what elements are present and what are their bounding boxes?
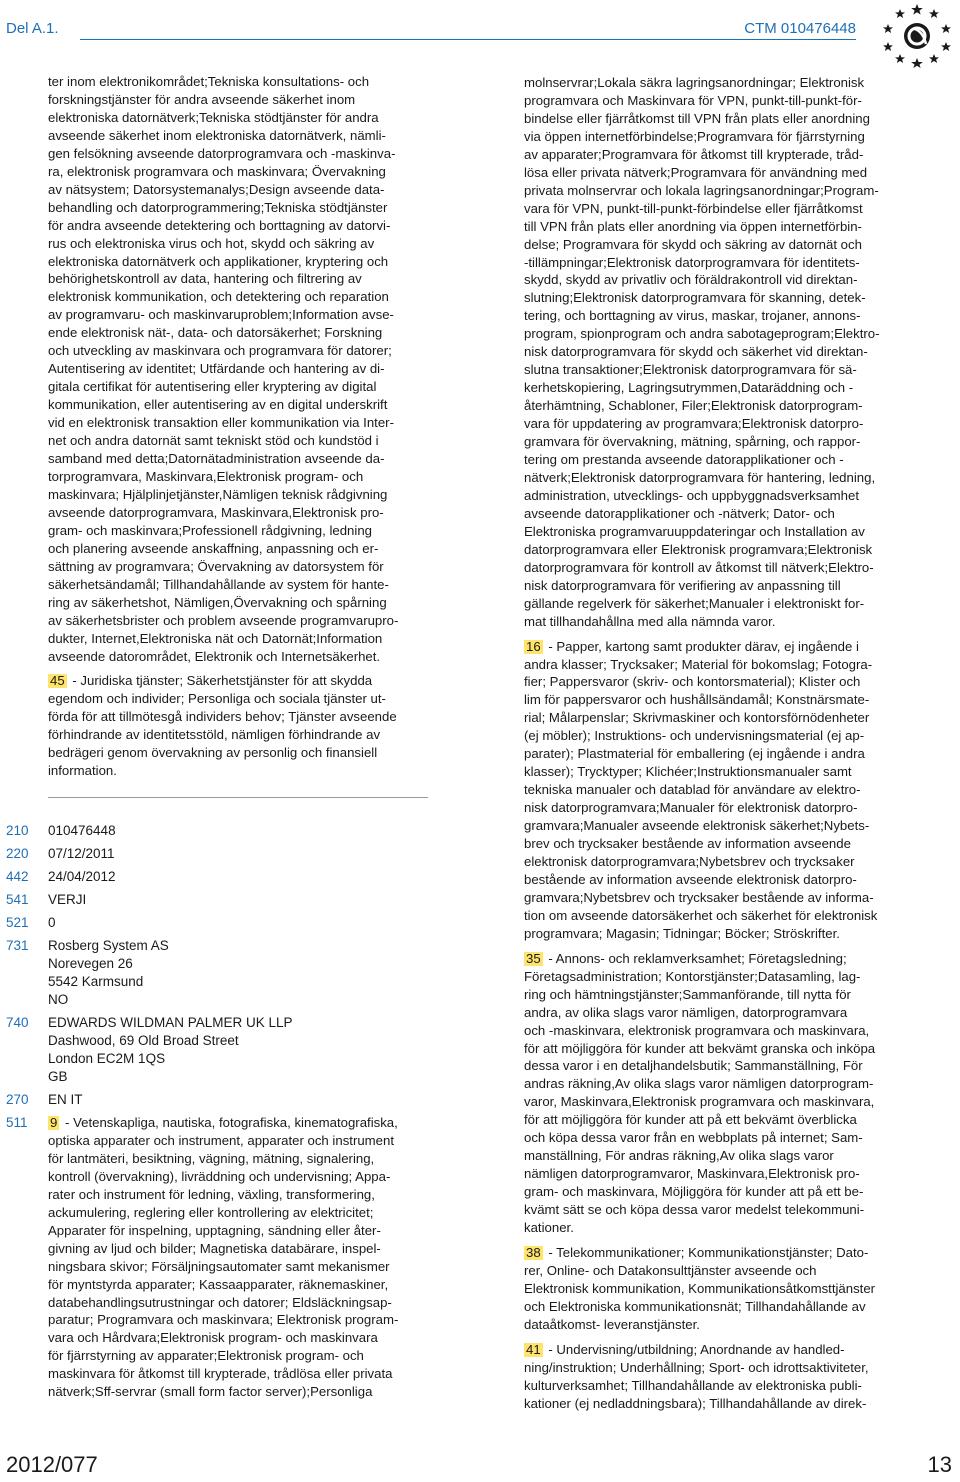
field-code: 541 <box>6 892 29 907</box>
class-9-text: - Vetenskapliga, nautiska, fotografiska, kinematografiska, optiska apparater och instrument, apparater och instrument för lantmäteri, besiktning, vägning, mätning, signalering, kontroll (övervakning), livräddning och undervisning; Appa- rater och instrument för ledning, växling, transformering, ackumulering, reglering eller kontrollering av elektricitet; Apparater för inspelning, upptagning, sändning eller åter- givning av ljud och bilder; Magnetiska databärare, inspel- ningsbara skivor; Försäljningsautomater samt mekanismer för myntstyrda apparater; Kassaapparater, räknemaskiner, databehandlingsutrustningar och datorer; Eldsläckningsap- paratur; Programvara och maskinvara; Elektronisk program- vara och Hårdvara;Elektronisk program- och maskinvara för fjärrstyrning av apparater;Elektronisk program- och maskinvara för åtkomst till krypterade, trådlösa eller privata nätverk;Sff-servrar (small form factor server);Personliga <box>48 1115 399 1400</box>
class-number-badge: 45 <box>50 673 65 689</box>
field-code: 511 <box>6 1115 28 1130</box>
page-number: 13 <box>927 1452 952 1477</box>
field-code: 220 <box>6 846 29 861</box>
class-number-badge: 38 <box>526 1245 541 1260</box>
field-code: 521 <box>6 915 29 930</box>
class-41-text: - Undervisning/utbildning; Anordnande av handled- ning/instruktion; Underhållning; Sport- och idrottsaktiviteter, kulturverksamhet; Tillhandahållande av elektroniska publi- kationer (ej nedladdningsbara); Tillhandahållande av direk- <box>524 1341 869 1411</box>
field-value: 0 <box>48 915 56 930</box>
ctm-number: CTM 010476448 <box>744 20 856 37</box>
field-code: 270 <box>6 1092 29 1107</box>
field-code: 442 <box>6 869 29 884</box>
class-35-entry <box>524 950 908 1237</box>
field-value: EN IT <box>48 1092 83 1107</box>
field-code: 740 <box>6 1015 29 1030</box>
field-220 <box>0 845 440 863</box>
field-511 <box>0 1114 440 1401</box>
class-45-entry <box>48 672 430 780</box>
class-38-text: - Telekommunikationer; Kommunikationstjänster; Dato- rer, Online- och Datakonsulttjänster avseende och Elektronisk kommunikation, Kommunikationsåtkomsttjänster och Elektroniska kommunikationsnät; Tillhandahållande av dataåtkomst- leveranstjänster. <box>524 1245 876 1332</box>
section-divider <box>48 797 428 798</box>
class-16-text: - Papper, kartong samt produkter därav, ej ingående i andra klasser; Trycksaker; Material för bokomslag; Fotogra- fier; Pappersvaror (skriv- och kontorsmaterial); Klister och lim för pappersvaror och hushållsändamål; Konstnärsmate- rial; Målarpenslar; Skrivmaskiner och kontorsförnödenheter (ej möbler); Instruktions- och undervisningsmaterial (ej ap- parater); Plastmaterial för emballering (ej ingående i andra klasser); Trycktyper; Klichéer;Instruktionsmanualer samt tekniska manualer och datablad för användare av elektro- nisk datorprogramvara;Manualer för elektronisk datorpro- gramvara;Manualer avseende elektronisk säkerhet;Nybets- brev och trycksaker bestående av information avseende elektronisk datorprogramvara;Nybetsbrev och trycksaker bestående av information avseende elektronisk datorpro- gramvara;Nybetsbrev och trycksaker bestående av informa- tion om avseende datorsäkerhet och säkerhet för elektronisk programvara; Magasin; Tidningar; Böcker; Ströskrifter. <box>524 638 878 941</box>
field-value: 010476448 <box>48 823 116 838</box>
field-541 <box>0 891 440 909</box>
field-code: 210 <box>6 823 29 838</box>
class-number-badge: 9 <box>50 1115 58 1130</box>
bibliographic-fields <box>0 822 440 1406</box>
field-value: EDWARDS WILDMAN PALMER UK LLP Dashwood, 69 Old Broad Street London EC2M 1QS GB <box>48 1015 293 1084</box>
field-270 <box>0 1091 440 1109</box>
field-521 <box>0 914 440 932</box>
goods-services-continuation: ter inom elektronikområdet;Tekniska konsultations- och forskningstjänster för andra avseende säkerhet inom elektroniska datornätverk;Tekniska stödtjänster för andra avseende säkerhet inom elektroniska datornätverk, nämli- gen felsökning avseende datorprogramvara och -maskinva- ra, elektronisk programvara och maskinvara; Övervakning av nätsystem; Datorsystemanalys;Design avseende data- behandling och datorprogrammering;Tekniska stödtjänster för andra avseende detektering och borttagning av datorvi- rus och elektroniska virus och hot, skydd och säkring av elektroniska datornätverk och applikationer, kryptering och behörighetskontroll av data, hantering och filtrering av elektronisk kommunikation, och detektering och reparation av programvaru- och maskinvaruproblem;Information avse- ende elektronisk nät-, data- och datorsäkerhet; Forskning och utveckling av maskinvara och programvara för datorer; Autentisering av identitet; Utfärdande och hantering av di- gitala certifikat för autentisering eller kryptering av digital kommunikation, eller autentisering av en digital underskrift vid en elektronisk transaktion eller kommunikation via Inter- net och andra datornät samt tekniskt stöd och kundstöd i samband med detta;Datornätadministration avseende da- torprogramvara, Maskinvara,Elektronisk program- och maskinvara; Hjälplinjetjänster,Nämligen teknisk rådgivning avseende datorprogramvara, Maskinvara,Elektronisk pro- gram- och maskinvara;Professionell rådgivning, ledning och planering avseende anskaffning, anpassning och er- sättning av programvara; Övervakning av datorsystem för säkerhetsändamål; Tillhandahållande av system för hante- ring av säkerhetshot, Nämligen,Övervakning och spårning av säkerhetsbrister och problem avseende programvarupro- dukter, Internet,Elektroniska nät och Datornät;Information avseende datorområdet, Elektronik och Internetsäkerhet. <box>48 74 399 664</box>
field-value: 24/04/2012 <box>48 869 116 884</box>
class-number-badge: 16 <box>526 638 541 654</box>
issue-number: 2012/077 <box>6 1452 98 1477</box>
header-rule <box>80 39 856 40</box>
field-210 <box>0 822 440 840</box>
left-column <box>48 73 430 780</box>
field-731 <box>0 937 440 1009</box>
field-value: 07/12/2011 <box>48 846 115 861</box>
field-code: 731 <box>6 938 29 953</box>
class-35-text: - Annons- och reklamverksamhet; Företagsledning; Företagsadministration; Kontorstjänster;Datasamling, lag- ring och hämtningstjänster;Sammanförande, till nytta för andra, av olika slags varor nämligen, datorprogramvara och -maskinvara, elektronisk programvara och maskinvara, för att möjliggöra för kunder att bekvämt granska och inköpa dessa varor i en detaljhandelsbutik; Sammanställning, För andras räkning,Av olika slags varor nämligen datorprogram- varor, Maskinvara,Elektronisk programvara och maskinvara, för att möjliggöra för kunder att på ett bekvämt överblicka och köpa dessa varor från en webbplats på internet; Sam- manställning, För andras räkning,Av olika slags varor nämligen datorprogramvaror, Maskinvara,Elektronisk pro- gram- och maskinvara, Möjliggöra för kunder att på ett be- kvämt sätt se och köpa dessa varor medelst telekommuni- kationer. <box>524 950 876 1236</box>
eu-emblem-icon <box>882 2 952 68</box>
class-number-badge: 41 <box>526 1341 541 1357</box>
section-label: Del A.1. <box>6 20 59 37</box>
class-number-badge: 35 <box>526 950 541 966</box>
field-value: Rosberg System AS Norevegen 26 5542 Karmsund NO <box>48 938 169 1007</box>
class-38-entry <box>524 1244 908 1334</box>
class-9-continuation: molnservrar;Lokala säkra lagringsanordningar; Elektronisk programvara och Maskinvara för VPN, punkt-till-punkt-för- bindelse eller fjärråtkomst till VPN från plats eller anordning via öppen internetförbindelse;Programvara för fjärrstyrning av apparater;Programvara för åtkomst till krypterade, tråd- lösa eller privata nätverk;Programvara för användning med privata molnservrar och lokala lagringsanordningar;Program- vara för VPN, punkt-till-punkt-förbindelse eller fjärråtkomst till VPN från plats eller anordning via öppen internetförbin- delse; Programvara för skydd och säkring av datornät och -tillämpningar;Elektronisk datorprogramvara för identitets- skydd, skydd av privatliv och föräldrakontroll vid direktan- slutning;Elektronisk datorprogramvara för skanning, detek- tering, och borttagning av virus, maskar, trojaner, annons- program, spionprogram och andra sabotageprogram;Elektro- nisk datorprogramvara för skydd och säkerhet vid direktan- slutna transaktioner;Elektronisk datorprogramvara för sä- kerhetskopiering, Lagringsutrymmen,Dataräddning och - återhämtning, Schabloner, Filer;Elektronisk datorprogram- vara för uppdatering av programvara;Elektronisk datorpro- gramvara för övervakning, mätning, spårning, och rappor- tering om prestanda avseende datorapplikationer och - nätverk;Elektronisk datorprogramvara för hantering, ledning, administration, utvecklings- och uppbyggnadsverksamhet avseende datorapplikationer och -nätverk; Dator- och Elektroniska programvaruuppdateringar och Installation av datorprogramvara eller Elektronisk programvara;Elektronisk datorprogramvara för kontroll av åtkomst till nätverk;Elektro- nisk datorprogramvara för verifiering av anpassning till gällande regelverk för säkerhet;Manualer i elektroniskt for- mat tillhandahållna med alla nämnda varor. <box>524 75 880 629</box>
field-value <box>48 1114 432 1401</box>
field-740 <box>0 1014 440 1086</box>
class-45-text: - Juridiska tjänster; Säkerhetstjänster för att skydda egendom och individer; Personliga och sociala tjänster ut- förda för att tillmötesgå individers behov; Tjänster avseende förhindrande av identitetsstöld, nämligen förhindrande av bedrägeri genom övervakning av personlig och finansiell information. <box>48 673 397 779</box>
field-442 <box>0 868 440 886</box>
class-16-entry <box>524 638 908 943</box>
class-41-entry <box>524 1341 908 1413</box>
right-column <box>524 74 908 1413</box>
field-value: VERJI <box>48 892 87 907</box>
